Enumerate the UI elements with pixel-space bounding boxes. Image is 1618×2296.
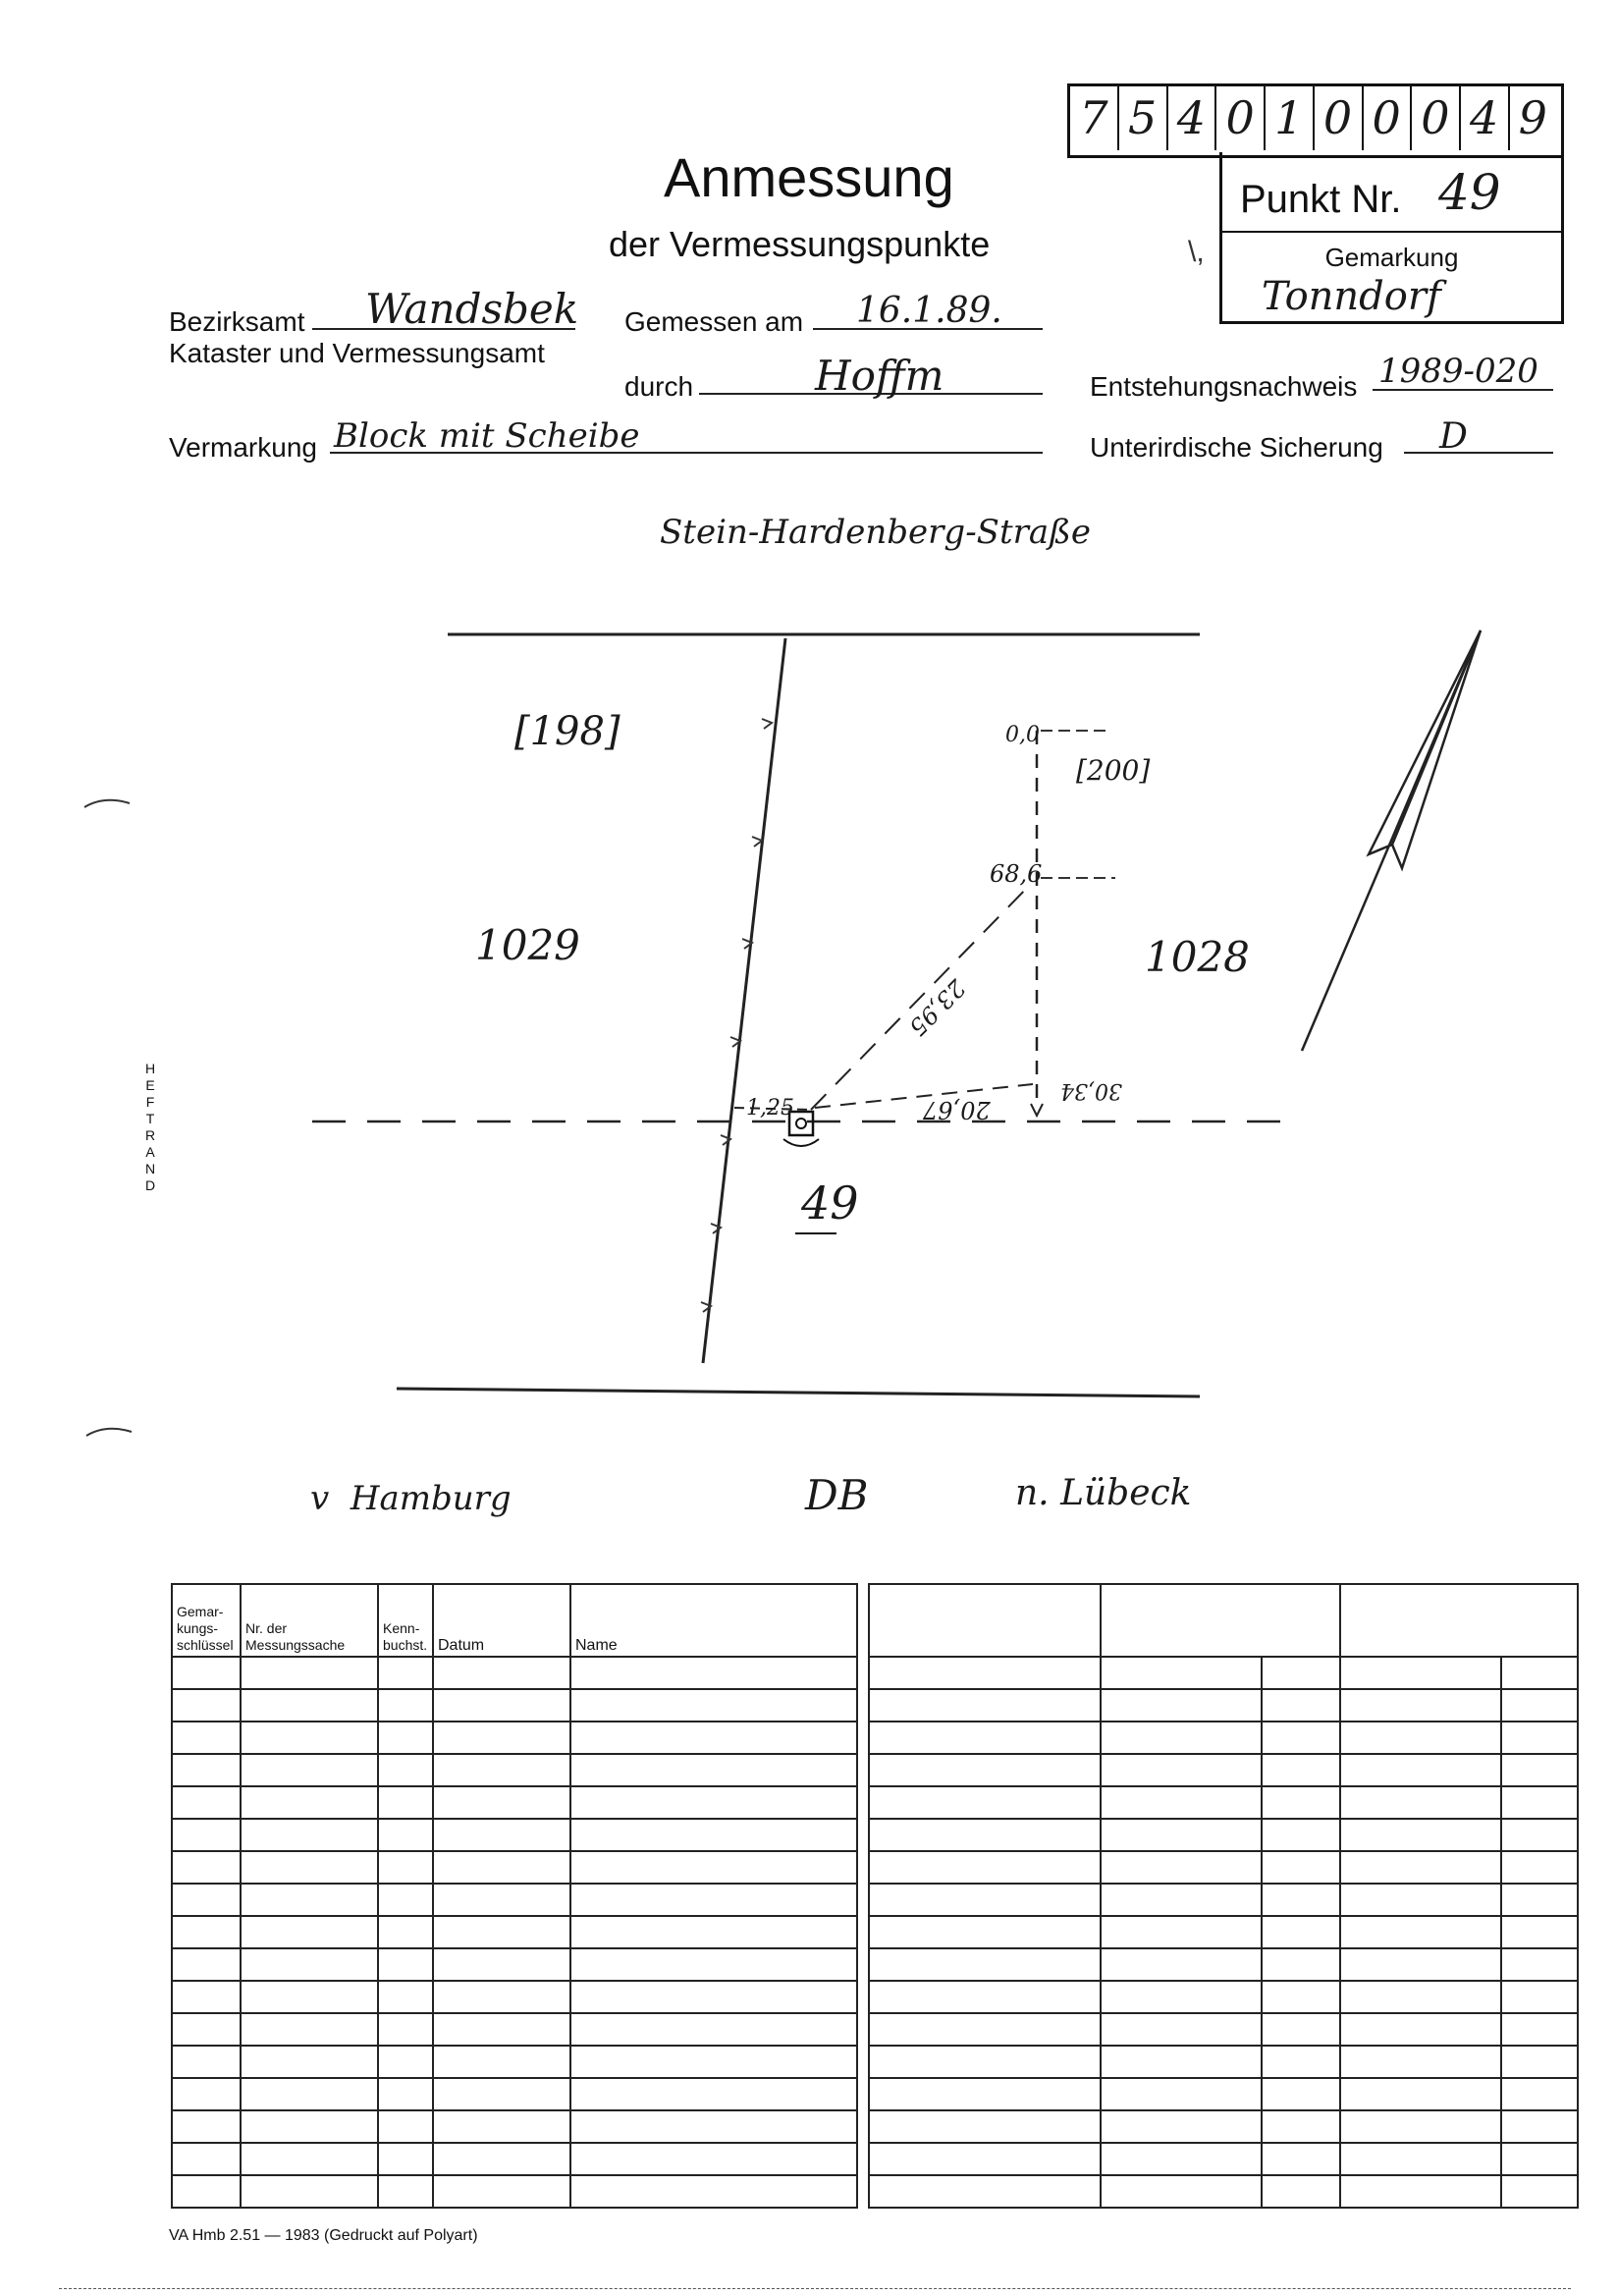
table-row [172,2110,857,2143]
street-edge-bottom [397,1389,1200,1396]
id-digit: 4 [1461,85,1510,150]
bezirksamt-value: Wandsbek [365,285,579,333]
table-row [869,1689,1578,1722]
parcel-1028: 1028 [1145,933,1250,981]
measure-2067: 20,67 [923,1096,991,1123]
parcel-200: [200] [1076,754,1151,787]
table-row [172,1657,857,1689]
table-row [869,1754,1578,1786]
measure-3034: 30,34 [1060,1078,1122,1103]
footer-note: VA Hmb 2.51 — 1983 (Gedruckt auf Polyart) [169,2227,478,2244]
table-row [869,1916,1578,1948]
id-digit: 0 [1363,85,1412,150]
north-arrow-icon [1302,630,1481,1051]
col-messungssache: Nr. der Messungssache [241,1584,378,1657]
table-row [172,1851,857,1884]
col-gemarkungsschluessel: Gemar- kungs- schlüssel [172,1584,241,1657]
gemessen-label: Gemessen am [624,306,804,337]
table-row [869,2143,1578,2175]
point-label: 49 [801,1176,859,1230]
table-row [869,1786,1578,1819]
table-row [869,1657,1578,1689]
street-name: Stein-Hardenberg-Straße [660,513,1091,552]
records-table-right [868,1583,1579,2209]
table-row [172,1948,857,1981]
gemarkung-label: Gemarkung [1324,243,1459,272]
table-row [869,1981,1578,2013]
measure-686: 68,6 [990,860,1043,888]
sicherung-value: D [1439,416,1468,457]
table-row [172,1916,857,1948]
parcel-1029: 1029 [475,921,580,969]
records-table-left [171,1583,858,2209]
parcel-boundary [703,638,785,1363]
table-row [172,1722,857,1754]
id-digit: 0 [1315,85,1364,150]
sicherung-label: Unterirdische Sicherung [1090,432,1383,463]
table-row [172,1819,857,1851]
col-kennbuchst: Kenn- buchst. [378,1584,433,1657]
punkt-label: Punkt Nr. [1240,178,1402,221]
page-subtitle: der Vermessungspunkte [609,224,991,264]
table-row [869,2013,1578,2046]
table-row [869,2175,1578,2208]
table-row [869,1819,1578,1851]
durch-label: durch [624,371,694,402]
vermarkung-value: Block mit Scheibe [334,416,640,456]
id-digit: 9 [1518,91,1547,144]
id-digit: 0 [1412,85,1461,150]
direction-hamburg: v Hamburg [310,1479,512,1518]
measure-125: 1,25 [746,1096,794,1121]
table-row [172,2078,857,2110]
bezirksamt-label: Bezirksamt [169,306,305,337]
vermarkung-label: Vermarkung [169,432,317,463]
table-row [172,2046,857,2078]
parcel-198: [198] [514,709,620,754]
table-row [869,2078,1578,2110]
durch-value: Hoffm [815,352,944,400]
table-row [172,2013,857,2046]
id-digit: 0 [1216,85,1266,150]
page-title: Anmessung [664,146,954,208]
table-row [869,1884,1578,1916]
id-digit: 1 [1266,85,1315,150]
table-row [869,1722,1578,1754]
table-row [869,1851,1578,1884]
table-row [172,1981,857,2013]
stray-mark: \, [1188,236,1205,268]
punkt-value: 49 [1438,164,1501,221]
id-digit: 7 [1070,85,1119,150]
gemarkung-value: Tonndorf [1262,274,1441,319]
table-row [869,2046,1578,2078]
table-row [869,1948,1578,1981]
table-row [172,1754,857,1786]
table-row [172,2143,857,2175]
gemessen-value: 16.1.89. [856,291,1002,331]
measure-00: 0,0 [1005,723,1040,747]
table-row [869,2110,1578,2143]
col-name: Name [570,1584,857,1657]
entstehung-label: Entstehungsnachweis [1090,371,1358,402]
table-row [172,1689,857,1722]
table-row [172,1884,857,1916]
col-datum: Datum [433,1584,570,1657]
measure-2395: 23,95 [903,973,971,1042]
heftrand-label: HEFTRAND [144,1061,156,1193]
table-row [172,2175,857,2208]
direction-luebeck: n. Lübeck [1015,1473,1192,1513]
db-label: DB [805,1471,869,1519]
table-row [172,1786,857,1819]
measure-diagonal [811,884,1031,1110]
entstehung-value: 1989-020 [1378,352,1538,391]
id-digit: 5 [1119,85,1168,150]
id-digit: 4 [1167,85,1216,150]
kataster-label: Kataster und Vermessungsamt [169,338,545,368]
